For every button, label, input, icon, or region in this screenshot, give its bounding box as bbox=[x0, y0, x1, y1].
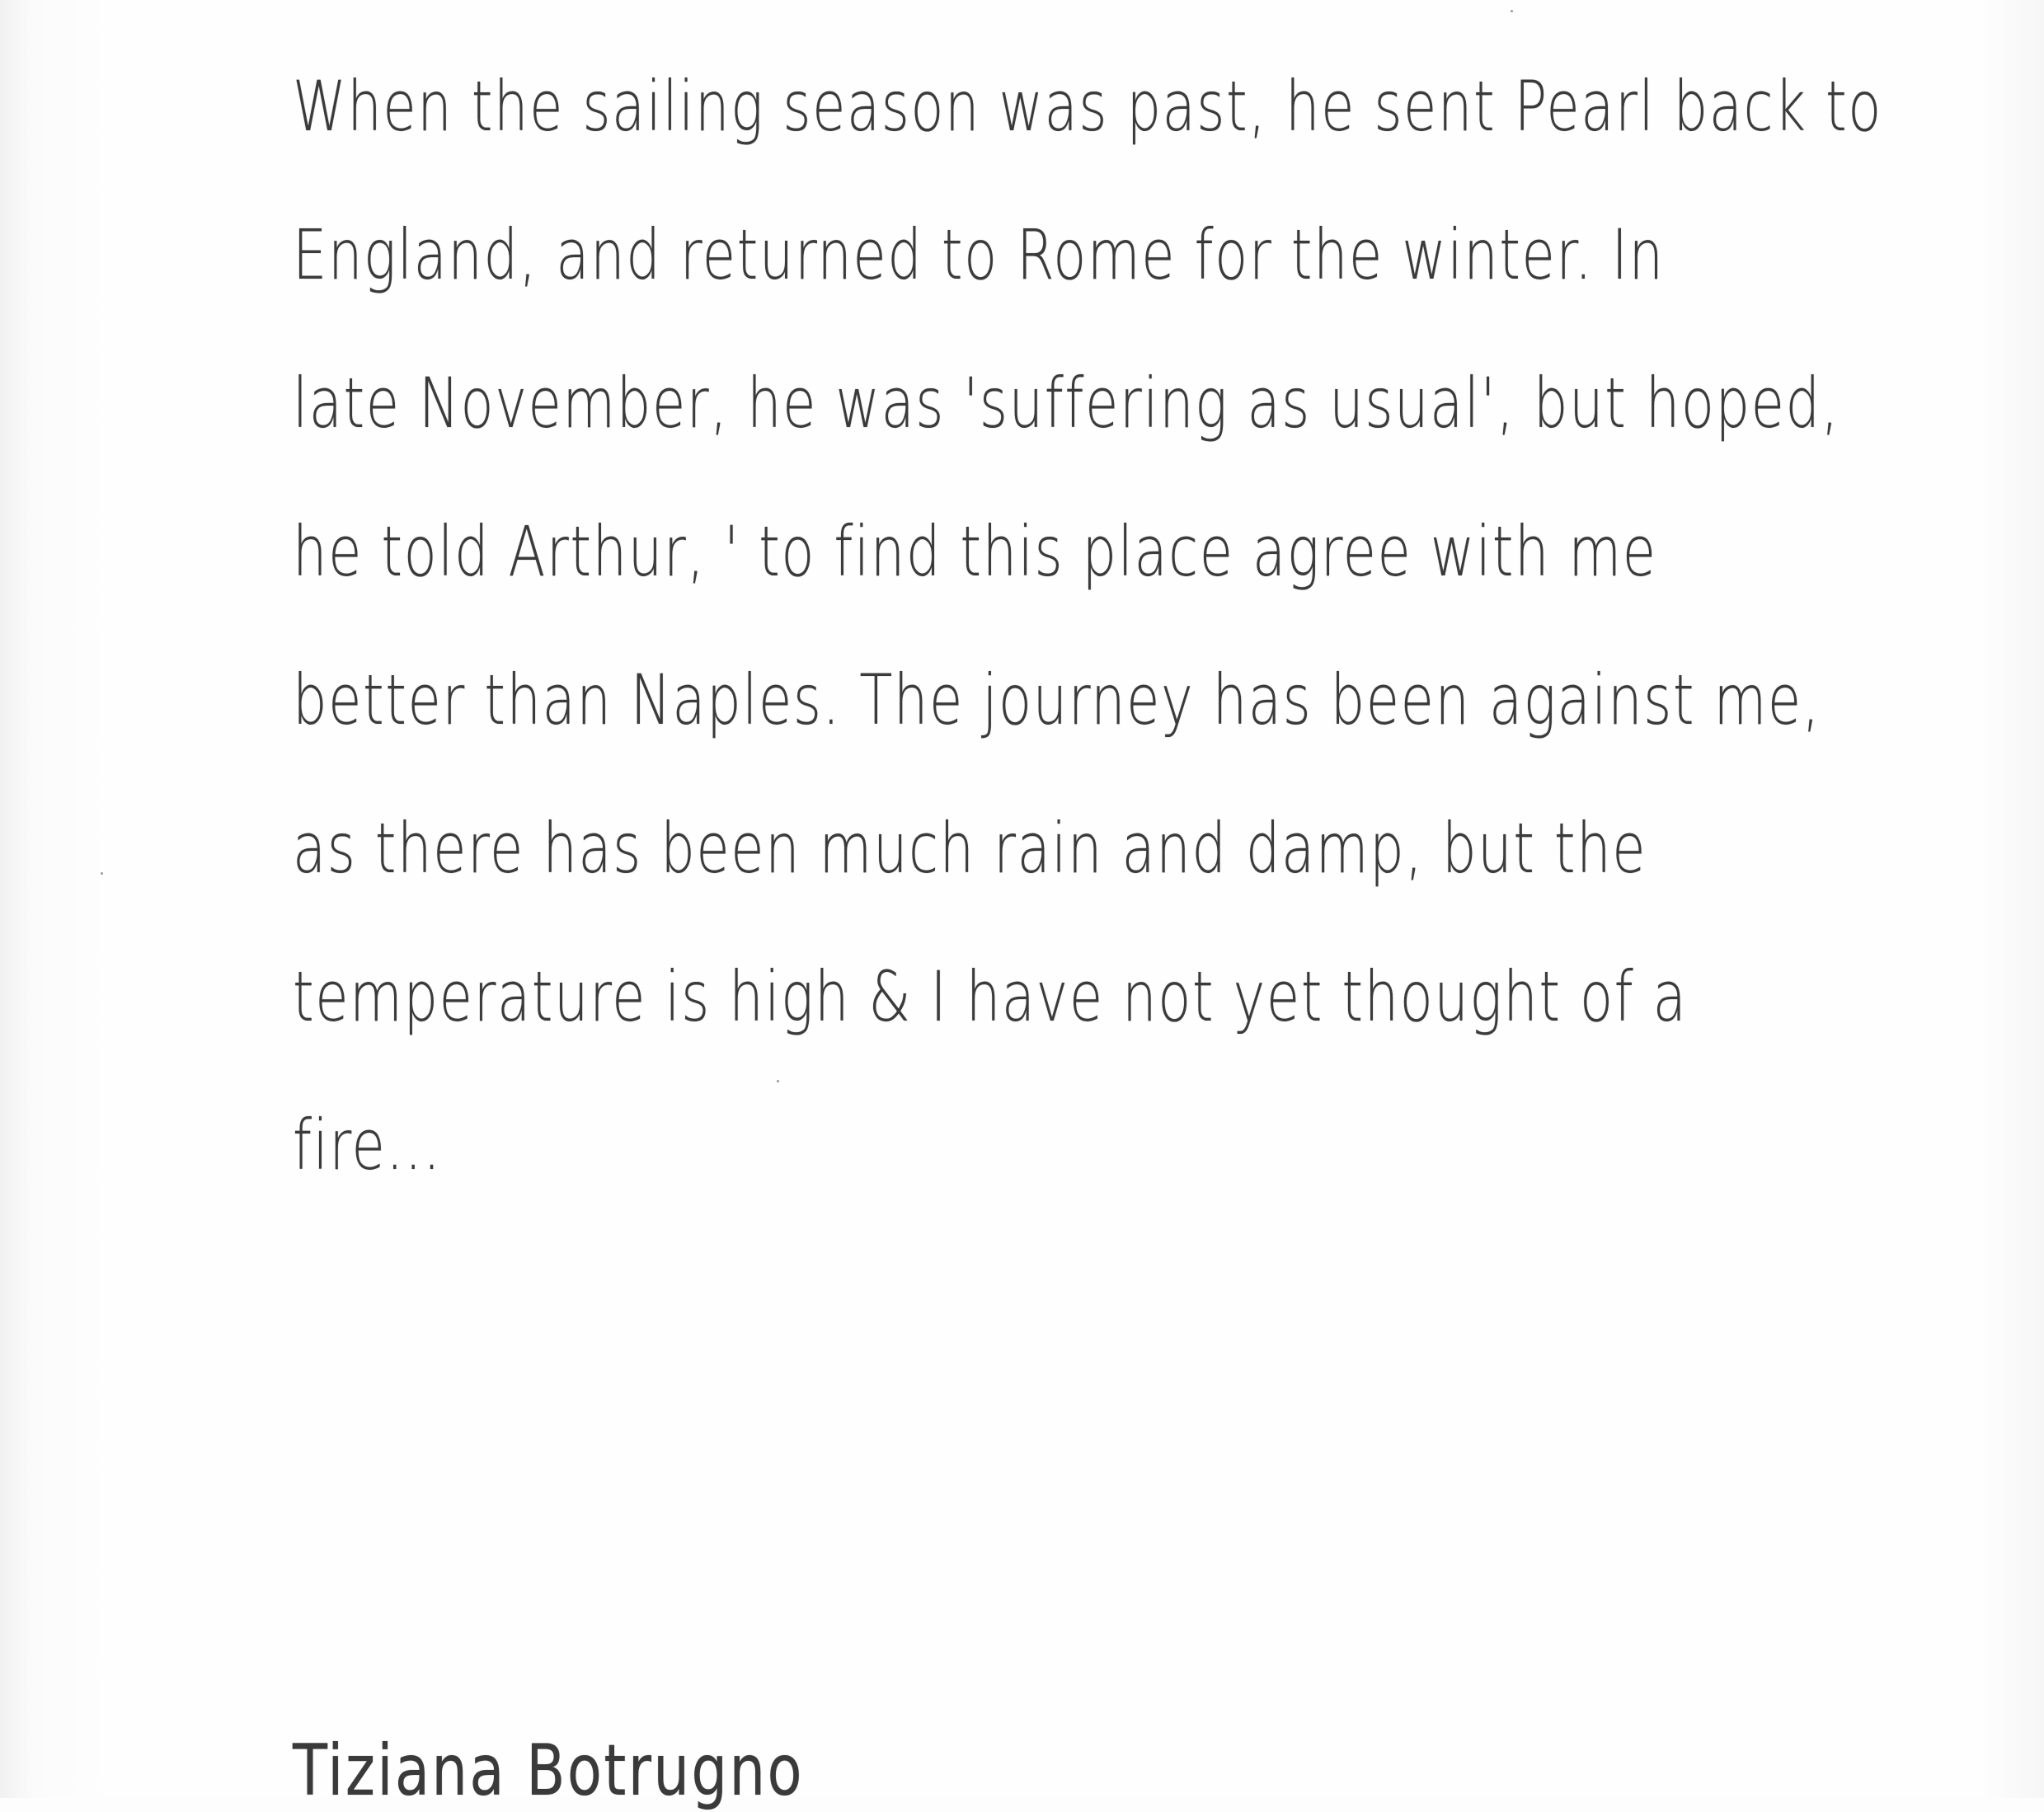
passage-line-1: When the sailing season was past, he sent Pearl back to bbox=[293, 66, 1882, 147]
paper-speck bbox=[1511, 10, 1513, 12]
paper-speck bbox=[777, 1080, 779, 1082]
passage-line-5: better than Naples. The journey has been against me, bbox=[293, 660, 1821, 740]
passage-line-3: late November, he was 'suffering as usual', but hoped, bbox=[293, 363, 1840, 444]
paper-speck bbox=[101, 872, 103, 875]
passage-line-8: fire... bbox=[293, 1105, 442, 1185]
passage-line-4: he told Arthur, ' to find this place agree with me bbox=[293, 511, 1657, 592]
passage-line-2: England, and returned to Rome for the winter. In bbox=[293, 214, 1665, 295]
author-signature: Tiziana Botrugno bbox=[293, 1730, 804, 1812]
passage-line-7: temperature is high & I have not yet thought of a bbox=[293, 956, 1688, 1037]
passage-line-6: as there has been much rain and damp, but the bbox=[293, 808, 1647, 889]
